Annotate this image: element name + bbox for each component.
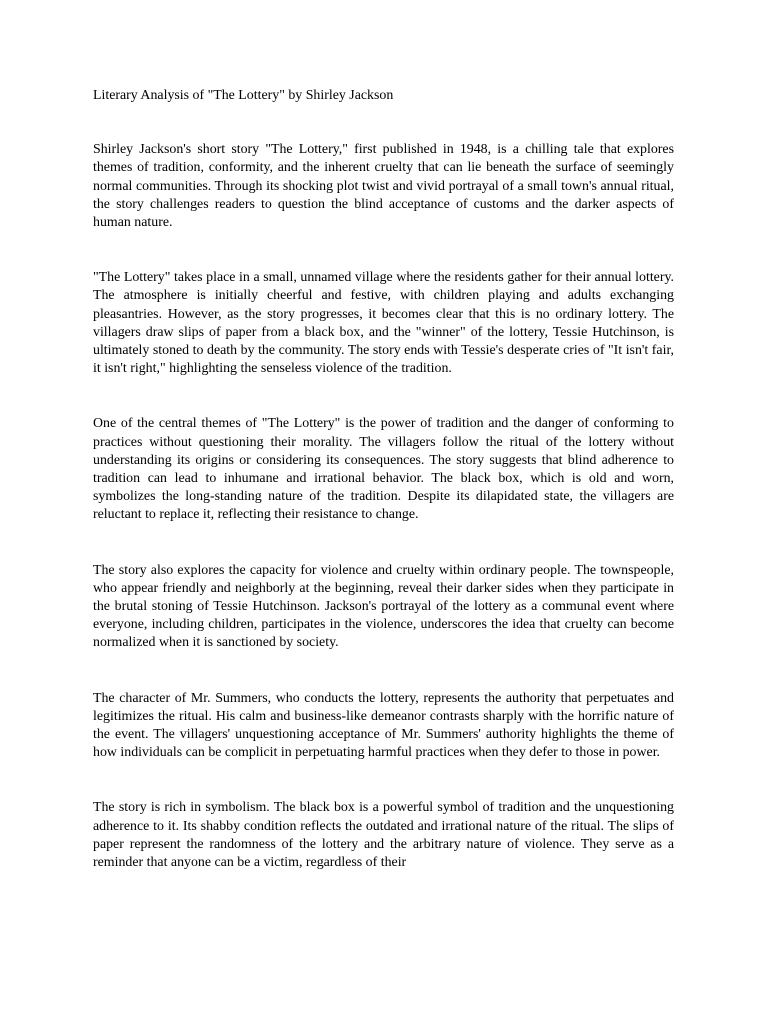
document-title: Literary Analysis of "The Lottery" by Shirley Jackson (93, 88, 394, 103)
paragraph-plot-summary: "The Lottery" takes place in a small, unnamed village where the residents gather for their annual lottery. The atmosphere is initially cheerful and festive, with children playing and adults exchanging pleasantries. However, as the story progresses, it becomes clear that this is no ordinary lottery. The villagers draw slips of paper from a black box, and the "winner" of the lottery, Tessie Hutchinson, is ultimately stoned to death by the community. The story ends with Tessie's desperate cries of "It isn't fair, it isn't right," highlighting the senseless violence of the tradition. (93, 270, 674, 377)
paragraph-mr-summers: The character of Mr. Summers, who conducts the lottery, represents the authority that perpetuates and legitimizes the ritual. His calm and business-like demeanor contrasts sharply with the horrific nature of the event. The villagers' unquestioning acceptance of Mr. Summers' authority highlights the theme of how individuals can be complicit in perpetuating harmful practices when they defer to those in power. (93, 690, 674, 761)
paragraph-symbolism: The story is rich in symbolism. The black box is a powerful symbol of tradition and the unquestioning adherence to it. Its shabby condition reflects the outdated and irrational nature of the ritual. The slips of paper represent the randomness of the lottery and the arbitrary nature of violence. They serve as a reminder that anyone can be a victim, regardless of their (93, 800, 674, 871)
paragraph-tradition-theme: One of the central themes of "The Lottery" is the power of tradition and the danger of conforming to practices without questioning their morality. The villagers follow the ritual of the lottery without understanding its origins or considering its consequences. The story suggests that blind adherence to tradition can lead to inhumane and irrational behavior. The black box, which is old and worn, symbolizes the long-standing nature of the tradition. Despite its dilapidated state, the villagers are reluctant to replace it, reflecting their resistance to change. (93, 416, 674, 523)
paragraph-introduction: Shirley Jackson's short story "The Lottery," first published in 1948, is a chilling tale that explores themes of tradition, conformity, and the inherent cruelty that can lie beneath the surface of seemingly normal communities. Through its shocking plot twist and vivid portrayal of a small town's annual ritual, the story challenges readers to question the blind acceptance of customs and the darker aspects of human nature. (93, 142, 674, 231)
document-body (93, 87, 674, 872)
paragraph-violence-theme: The story also explores the capacity for violence and cruelty within ordinary people. The townspeople, who appear friendly and neighborly at the beginning, reveal their darker sides when they participate in the brutal stoning of Tessie Hutchinson. Jackson's portrayal of the lottery as a communal event where everyone, including children, participates in the violence, underscores the idea that cruelty can become normalized when it is sanctioned by society. (93, 562, 674, 651)
